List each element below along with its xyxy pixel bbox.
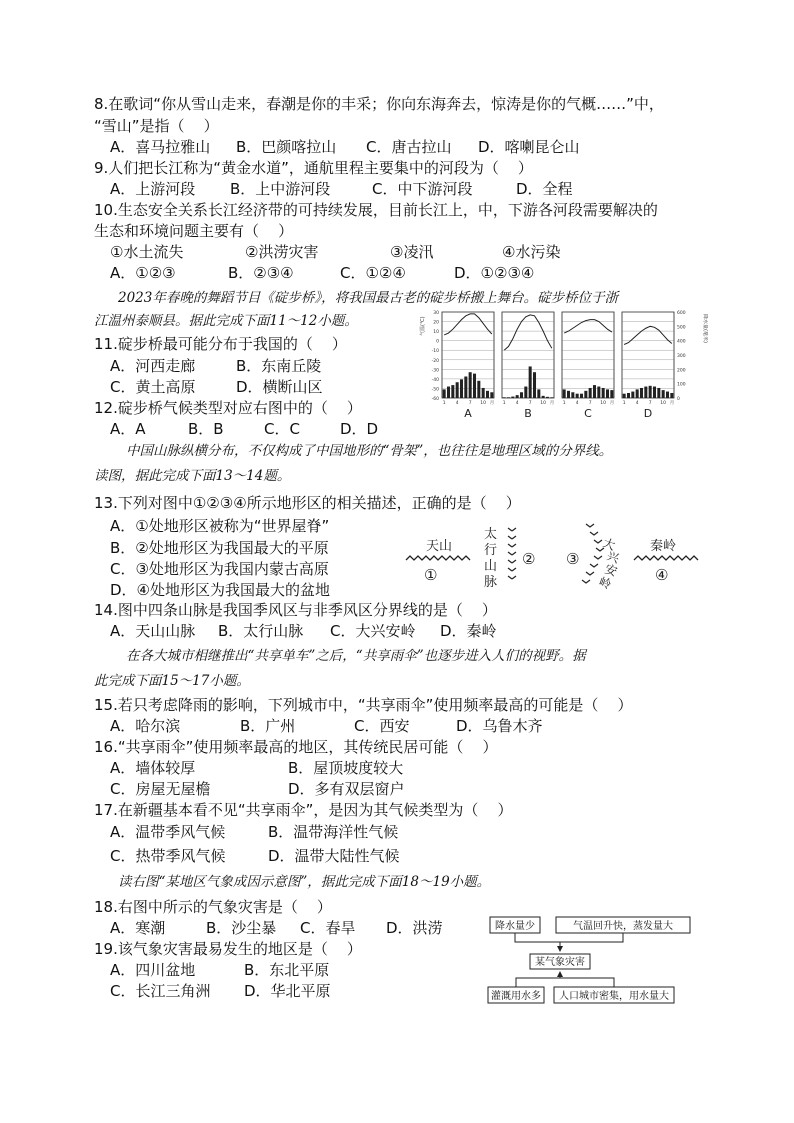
q10-stem-line1: 10.生态安全关系长江经济带的可持续发展，目前长江上，中，下游各河段需要解决的	[94, 201, 658, 219]
q16-option-d: D．多有双层窗户	[288, 780, 405, 798]
q8-stem-line2: “雪山”是指（ ）	[94, 117, 219, 135]
x-tick: 1	[622, 401, 626, 406]
precip-bar	[653, 387, 656, 398]
y-right-tick: 600	[677, 311, 686, 316]
q13-option-b: B．②处地形区为我国最大的平原	[110, 539, 329, 557]
x-tick-month: 月	[609, 401, 615, 406]
precip-bar	[520, 392, 523, 398]
q9-option-c: C．中下游河段	[372, 180, 473, 198]
x-tick: 10	[540, 401, 547, 406]
y-left-tick: -10	[431, 349, 439, 355]
mountain-ranges-figure	[398, 520, 708, 598]
intro18-line1: 读右图“某地区气象成因示意图”，据此完成下面18～19小题。	[118, 874, 491, 890]
q11-stem: 11.碇步桥最可能分布于我国的（ ）	[94, 335, 347, 353]
q17-option-a: A．温带季风气候	[110, 823, 226, 841]
precip-bar	[567, 391, 570, 398]
precip-bar	[589, 388, 592, 398]
x-tick: 4	[575, 401, 579, 406]
precip-bar	[533, 372, 536, 398]
q15-option-d: D．乌鲁木齐	[456, 717, 543, 735]
q11-option-c: C．黄土高原	[110, 378, 196, 396]
q17-option-b: B．温带海洋性气候	[268, 823, 399, 841]
box-irrigation-text: 灌溉用水多	[491, 991, 541, 1002]
y-left-tick: 30	[433, 311, 439, 316]
precip-bar	[666, 392, 669, 398]
precip-bar	[662, 390, 665, 398]
climate-chart-figure	[418, 306, 708, 422]
precip-bar	[610, 390, 613, 398]
q8-option-c: C．唐古拉山	[366, 138, 452, 156]
q9-option-a: A．上游河段	[110, 180, 196, 198]
precip-bar	[443, 389, 446, 398]
box-low-precip-text: 降水量少	[495, 921, 535, 932]
y-left-tick: 10	[433, 330, 439, 336]
q12-option-b: B．B	[188, 420, 224, 438]
daxinganling-char-2: 兴	[604, 548, 622, 566]
precip-bar	[482, 388, 485, 398]
q18-option-d: D．洪涝	[386, 919, 443, 937]
marker-4: ④	[655, 566, 669, 584]
q15-option-b: B．广州	[240, 717, 296, 735]
q10-stem-line2: 生态和环境问题主要有（ ）	[94, 222, 294, 240]
qinling-range	[634, 556, 698, 560]
x-tick: 7	[468, 401, 472, 406]
q9-option-d: D．全程	[516, 180, 573, 198]
q16-stem: 16.“共享雨伞”使用频率最高的地区，其传统民居可能（ ）	[94, 738, 498, 756]
climate-panel-frame	[502, 312, 554, 398]
climate-panel-frame	[622, 312, 674, 398]
precip-bar	[602, 388, 605, 398]
precip-bar	[451, 385, 454, 398]
precip-bar	[456, 382, 459, 398]
daxinganling-char-1: 大	[600, 535, 618, 553]
q19-option-b: B．东北平原	[244, 961, 330, 979]
y-right-tick: 0	[677, 397, 680, 402]
precip-bar	[597, 387, 600, 398]
precip-bar	[627, 393, 630, 398]
q10-option-c: C．①②④	[340, 264, 406, 282]
q12-stem: 12.碇步桥气候类型对应右图中的（ ）	[94, 399, 362, 417]
q16-option-b: B．屋顶坡度较大	[288, 759, 404, 777]
intro13-line1: 中国山脉纵横分布，不仅构成了中国地形的“骨架”，也往往是地理区域的分界线。	[126, 443, 613, 459]
marker-2: ②	[522, 550, 536, 568]
q16-option-a: A．墙体较厚	[110, 759, 196, 777]
q16-option-c: C．房屋无屋檐	[110, 780, 211, 798]
y-left-tick: -40	[431, 377, 439, 383]
x-tick: 4	[515, 401, 519, 406]
q12-option-c: C．C	[264, 420, 300, 438]
precip-bar	[537, 389, 540, 398]
q18-stem: 18.右图中所示的气象灾害是（ ）	[94, 898, 332, 916]
bottom-connector	[516, 978, 614, 987]
y-left-tick: 0	[436, 339, 439, 345]
q19-option-a: A．四川盆地	[110, 961, 196, 979]
precip-bar	[640, 388, 643, 398]
q19-stem: 19.该气象灾害最易发生的地区是（ ）	[94, 940, 362, 958]
x-tick: 1	[562, 401, 566, 406]
taihang-char-1: 太	[484, 527, 498, 542]
q17-option-c: C．热带季风气候	[110, 847, 226, 865]
q10-item-1: ①水土流失	[110, 243, 184, 261]
box-temp-rise-text: 气温回升快，蒸发量大	[573, 921, 673, 932]
y-right-tick: 100	[677, 382, 686, 388]
precip-bar	[447, 387, 450, 398]
taihang-char-3: 山	[484, 559, 498, 574]
q13-stem: 13.下列对图中①②③④所示地形区的相关描述，正确的是（ ）	[94, 494, 521, 512]
precip-bar	[464, 377, 467, 399]
precip-bar	[542, 396, 545, 398]
precip-bar	[486, 391, 489, 398]
precip-bar	[580, 394, 583, 398]
q15-stem: 15.若只考虑降雨的影响，下列城市中，“共享雨伞”使用频率最高的可能是（ ）	[94, 696, 633, 714]
q11-option-d: D．横断山区	[236, 378, 323, 396]
q19-option-c: C．长江三角洲	[110, 982, 211, 1000]
q10-option-b: B．②③④	[228, 264, 294, 282]
y-right-tick: 300	[677, 354, 686, 359]
q14-option-a: A．天山山脉	[110, 622, 196, 640]
q13-option-c: C．③处地形区为我国内蒙古高原	[110, 560, 329, 578]
precip-bar	[473, 374, 476, 398]
q13-option-a: A．①处地形区被称为“世界屋脊”	[110, 517, 330, 535]
x-tick: 7	[528, 401, 532, 406]
q18-option-a: A．寒潮	[110, 919, 166, 937]
climate-panel-frame	[442, 312, 494, 398]
q18-option-c: C．春旱	[300, 919, 356, 937]
tianshan-range	[406, 556, 470, 560]
precip-bar	[584, 391, 587, 398]
precip-bar	[511, 397, 514, 398]
precip-bar	[657, 388, 660, 398]
climate-panel-label: C	[584, 407, 592, 420]
x-tick: 7	[648, 401, 652, 406]
taihang-range	[508, 528, 516, 579]
y-right-label: 降水量(毫米)	[702, 314, 708, 343]
intro11-line2: 江温州泰顺县。据此完成下面11～12小题。	[94, 313, 358, 329]
box-urban-demand-text: 人口城市密集，用水量大	[559, 991, 669, 1002]
y-left-tick: -30	[431, 368, 439, 374]
x-tick-month: 月	[549, 401, 555, 406]
marker-3: ③	[566, 550, 580, 568]
q11-option-b: B．东南丘陵	[236, 357, 322, 375]
q10-item-4: ④水污染	[502, 243, 561, 261]
box-weather-disaster-text: 某气象灾害	[535, 957, 585, 968]
q8-option-d: D．喀喇昆仑山	[478, 138, 580, 156]
precip-bar	[460, 379, 463, 398]
precip-bar	[503, 397, 506, 398]
climate-panel-label: B	[524, 407, 532, 420]
x-tick: 7	[588, 401, 592, 406]
precip-bar	[550, 397, 553, 398]
y-right-tick: 400	[677, 339, 686, 345]
y-right-tick: 200	[677, 368, 686, 374]
y-left-tick: -60	[431, 397, 439, 402]
precip-bar	[563, 389, 566, 398]
x-tick: 1	[442, 401, 446, 406]
x-tick-month: 月	[489, 401, 495, 406]
y-left-label: 气温(℃)	[420, 316, 426, 336]
x-tick: 4	[635, 401, 639, 406]
precip-bar	[576, 394, 579, 398]
taihang-char-4: 脉	[484, 575, 498, 590]
precip-bar	[524, 387, 527, 398]
climate-panel-label: A	[464, 407, 472, 420]
x-tick: 4	[455, 401, 459, 406]
top-connector	[515, 933, 623, 942]
intro13-line2: 读图，据此完成下面13～14题。	[94, 468, 291, 484]
y-left-tick: -20	[431, 358, 439, 364]
precip-bar	[670, 393, 673, 398]
precip-bar	[529, 366, 532, 398]
precip-bar	[644, 387, 647, 398]
precip-bar	[507, 397, 510, 398]
q17-option-d: D．温带大陆性气候	[268, 847, 400, 865]
precip-bar	[606, 389, 609, 398]
q11-option-a: A．河西走廊	[110, 357, 196, 375]
q15-option-c: C．西安	[354, 717, 410, 735]
tianshan-label: 天山	[426, 539, 453, 554]
q13-option-d: D．④处地形区为我国最大的盆地	[110, 581, 330, 599]
taihang-char-2: 行	[484, 543, 498, 558]
intro15-line1: 在各大城市相继推出“共享单车”之后，“共享雨伞”也逐步进入人们的视野。据	[126, 648, 586, 664]
q10-option-a: A．①②③	[110, 264, 176, 282]
x-tick: 1	[502, 401, 506, 406]
q8-option-b: B．巴颜喀拉山	[236, 138, 337, 156]
intro11-line1: 2023年春晚的舞蹈节目《碇步桥》，将我国最古老的碇步桥搬上舞台。碇步桥位于浙	[118, 290, 619, 306]
q19-option-d: D．华北平原	[244, 982, 331, 1000]
q14-option-c: C．大兴安岭	[330, 622, 416, 640]
qinling-label: 秦岭	[650, 539, 677, 554]
q10-item-3: ③凌汛	[390, 243, 434, 261]
precip-bar	[469, 372, 472, 398]
q17-stem: 17.在新疆基本看不见“共享雨伞”，是因为其气候类型为（ ）	[94, 801, 513, 819]
q10-option-d: D．①②③④	[454, 264, 535, 282]
x-tick-month: 月	[669, 401, 675, 406]
q12-option-d: D．D	[340, 420, 379, 438]
precip-bar	[649, 386, 652, 398]
q12-option-a: A．A	[110, 420, 146, 438]
x-tick: 10	[600, 401, 607, 406]
weather-cause-diagram	[484, 914, 694, 1006]
precip-bar	[546, 397, 549, 398]
climate-panel-frame	[562, 312, 614, 398]
marker-1: ①	[424, 566, 438, 584]
y-left-tick: -50	[431, 387, 439, 393]
q9-option-b: B．上中游河段	[230, 180, 331, 198]
q18-option-b: B．沙尘暴	[206, 919, 277, 937]
q8-stem-line1: 8.在歌词“你从雪山走来，春潮是你的丰采；你向东海奔去，惊涛是你的气概……”中，	[94, 95, 664, 113]
precip-bar	[593, 385, 596, 398]
daxinganling-char-3: 安	[602, 561, 620, 579]
precip-bar	[571, 392, 574, 398]
precip-bar	[516, 395, 519, 398]
precip-bar	[477, 381, 480, 398]
daxinganling-char-4: 岭	[596, 574, 614, 592]
precip-bar	[636, 389, 639, 398]
q14-option-d: D．秦岭	[440, 622, 497, 640]
y-left-tick: 20	[433, 320, 439, 326]
x-tick: 10	[480, 401, 487, 406]
intro15-line2: 此完成下面15～17小题。	[94, 673, 250, 689]
q14-stem: 14.图中四条山脉是我国季风区与非季风区分界线的是（ ）	[94, 601, 497, 619]
precip-bar	[631, 392, 634, 398]
daxinganling-range	[582, 524, 604, 583]
precip-bar	[623, 394, 626, 398]
precip-bar	[490, 392, 493, 398]
q14-option-b: B．太行山脉	[218, 622, 304, 640]
y-right-tick: 500	[677, 325, 686, 331]
x-tick: 10	[660, 401, 667, 406]
climate-panel-label: D	[643, 407, 653, 420]
q15-option-a: A．哈尔滨	[110, 717, 181, 735]
q10-item-2: ②洪涝灾害	[245, 243, 319, 261]
q8-option-a: A．喜马拉雅山	[110, 138, 211, 156]
q9-stem: 9.人们把长江称为“黄金水道”，通航里程主要集中的河段为（ ）	[94, 159, 533, 177]
